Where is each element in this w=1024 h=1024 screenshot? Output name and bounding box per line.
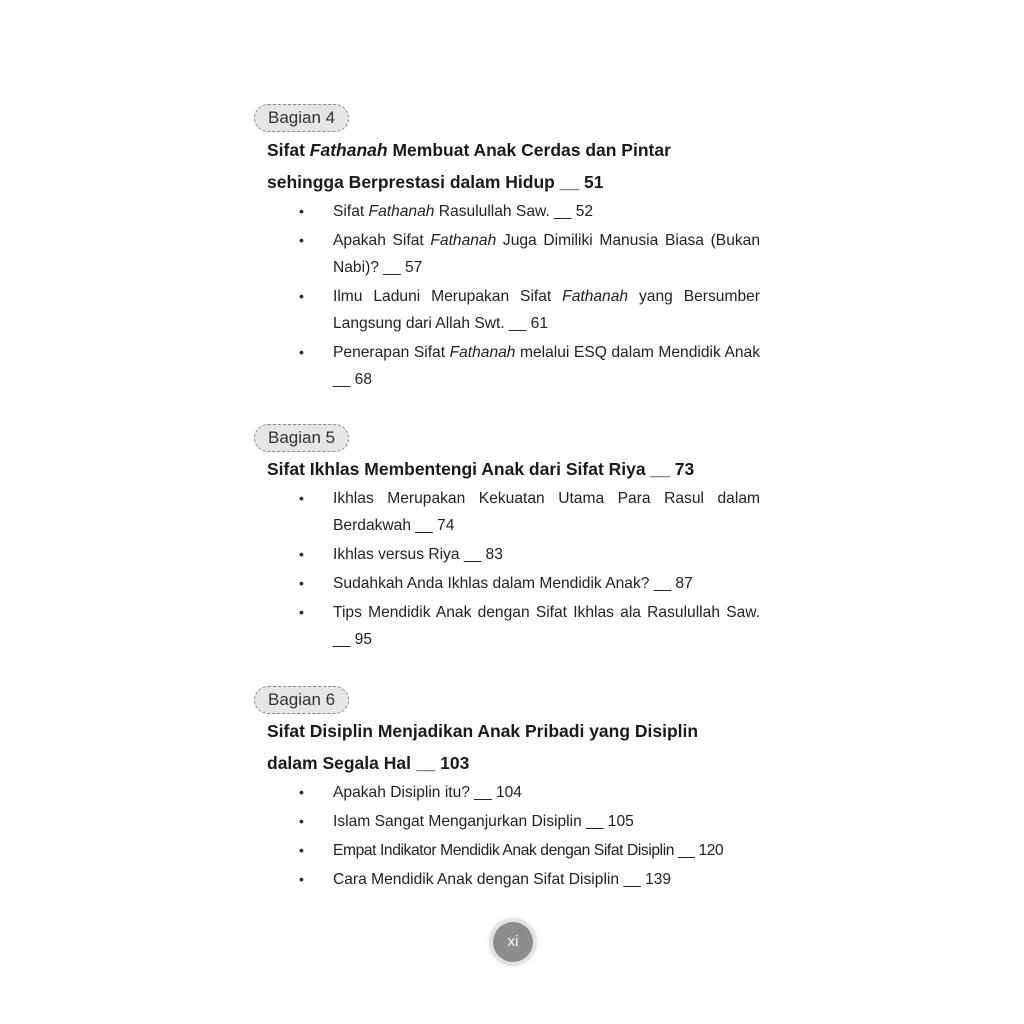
bullet-icon: • [299, 288, 304, 304]
toc-item-list [254, 485, 764, 653]
toc-item-text: yang Bersumber Langsung dari Allah Swt. __ 61 [333, 288, 760, 332]
toc-item-list [254, 779, 764, 893]
toc-item-italic-text: Fathanah [449, 344, 516, 361]
bullet-icon: • [299, 232, 304, 248]
bullet-icon: • [299, 842, 304, 858]
bullet-icon: • [299, 871, 304, 887]
toc-section-bagian-4 [254, 104, 764, 393]
bullet-icon: • [299, 490, 304, 506]
toc-item[interactable] [254, 570, 764, 597]
section-badge: Bagian 4 [254, 104, 349, 132]
toc-item-text: Sifat [333, 203, 369, 220]
toc-item-text: Ikhlas Merupakan Kekuatan Utama Para Rasul dalam Berdakwah __ 74 [333, 490, 760, 534]
page-number-badge: xi [493, 922, 533, 962]
toc-item-text: Penerapan Sifat [333, 344, 450, 361]
toc-item-text: Ilmu Laduni Merupakan Sifat [333, 288, 563, 305]
toc-item-text: Islam Sangat Menganjurkan Disiplin __ 105 [333, 813, 634, 830]
toc-item-text: Apakah Disiplin itu? __ 104 [333, 784, 522, 801]
toc-item-text: Sudahkah Anda Ikhlas dalam Mendidik Anak? __ 87 [333, 575, 693, 592]
toc-item[interactable] [254, 283, 764, 337]
toc-item[interactable] [254, 837, 764, 864]
section-heading-line-1: Sifat Disiplin Menjadikan Anak Pribadi yang Disiplin [267, 721, 699, 741]
section-heading-line-2: sehingga Berprestasi dalam Hidup __ 51 [267, 172, 604, 192]
toc-item[interactable] [254, 485, 764, 539]
toc-item-text: Tips Mendidik Anak dengan Sifat Ikhlas ala Rasulullah Saw. __ 95 [333, 604, 760, 648]
toc-item[interactable] [254, 227, 764, 281]
bullet-icon: • [299, 546, 304, 562]
section-heading-line-1: Sifat Ikhlas Membentengi Anak dari Sifat Riya __ 73 [267, 459, 695, 479]
bullet-icon: • [299, 604, 304, 620]
section-heading [254, 715, 764, 779]
section-heading [254, 453, 764, 485]
toc-section-bagian-5 [254, 424, 764, 653]
bullet-icon: • [299, 813, 304, 829]
heading-italic-text: Fathanah [309, 140, 388, 160]
toc-item[interactable] [254, 339, 764, 393]
heading-text: Sifat [267, 140, 310, 160]
toc-item[interactable] [254, 779, 764, 806]
bullet-icon: • [299, 784, 304, 800]
bullet-icon: • [299, 344, 304, 360]
toc-item-text: Ikhlas versus Riya __ 83 [333, 546, 503, 563]
toc-item[interactable] [254, 866, 764, 893]
toc-item-italic-text: Fathanah [430, 232, 497, 249]
toc-item[interactable] [254, 599, 764, 653]
toc-item-italic-text: Fathanah [562, 288, 629, 305]
section-badge: Bagian 5 [254, 424, 349, 452]
toc-section-bagian-6 [254, 686, 764, 893]
toc-item-list [254, 198, 764, 393]
bullet-icon: • [299, 203, 304, 219]
section-badge: Bagian 6 [254, 686, 349, 714]
section-heading-line-2: dalam Segala Hal __ 103 [267, 753, 470, 773]
toc-item-italic-text: Fathanah [368, 203, 435, 220]
toc-item-text: Juga Dimiliki Manusia Biasa (Bukan Nabi)? __ 57 [333, 232, 761, 276]
toc-item[interactable] [254, 808, 764, 835]
heading-text: Membuat Anak Cerdas dan Pintar [387, 140, 671, 160]
toc-item-text: Empat Indikator Mendidik Anak dengan Sifat Disiplin __ 120 [333, 842, 724, 859]
bullet-icon: • [299, 575, 304, 591]
toc-item-text: Cara Mendidik Anak dengan Sifat Disiplin __ 139 [333, 871, 672, 888]
toc-item[interactable] [254, 198, 764, 225]
section-heading [254, 134, 764, 198]
toc-item-text: melalui ESQ dalam Mendidik Anak __ 68 [333, 344, 760, 388]
toc-item-text: Apakah Sifat [333, 232, 431, 249]
toc-item-text: Rasulullah Saw. __ 52 [434, 203, 594, 220]
section-heading-line-1 [254, 134, 764, 166]
toc-item[interactable] [254, 541, 764, 568]
